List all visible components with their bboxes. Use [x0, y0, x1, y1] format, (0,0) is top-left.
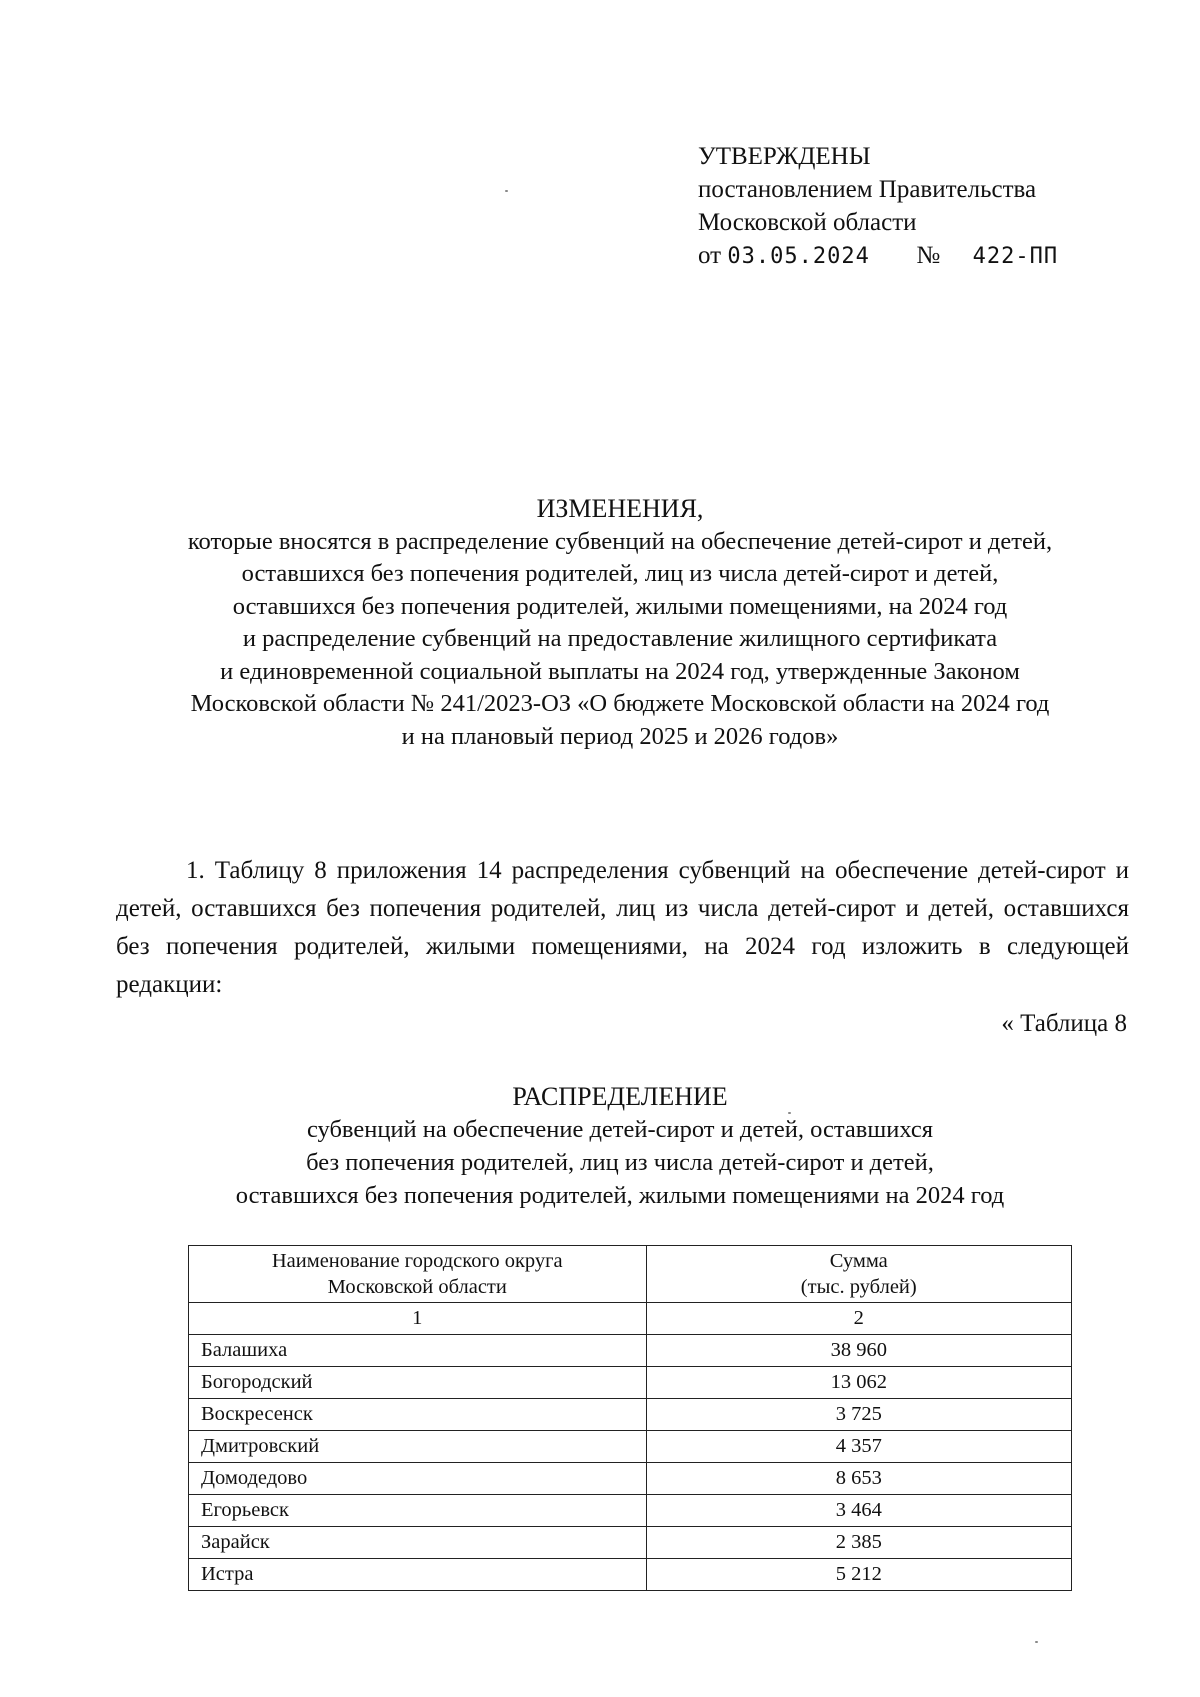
distribution-line: оставшихся без попечения родителей, жилыми помещениями на 2024 год — [235, 1182, 1005, 1209]
amount-value: 4 357 — [646, 1431, 1071, 1463]
amount-value: 2 385 — [646, 1527, 1071, 1559]
scan-speck — [1035, 1641, 1038, 1643]
heading-line: и распределение субвенций на предоставление жилищного сертификата — [242, 625, 998, 652]
amount-value: 13 062 — [646, 1367, 1071, 1399]
changes-heading — [110, 493, 1130, 753]
approval-title: УТВЕРЖДЕНЫ — [698, 143, 871, 170]
header-col2-line2: (тыс. рублей) — [800, 1276, 917, 1298]
table-row — [189, 1527, 1072, 1559]
amount-value: 3 725 — [646, 1399, 1071, 1431]
approval-date: 03.05.2024 — [727, 244, 870, 269]
distribution-line: субвенций на обеспечение детей-сирот и детей, оставшихся — [306, 1116, 934, 1143]
amount-value: 3 464 — [646, 1495, 1071, 1527]
table-header-row — [189, 1246, 1072, 1303]
date-prefix: от — [698, 242, 722, 269]
municipality-name: Домодедово — [189, 1463, 647, 1495]
header-col1-line2: Московской области — [327, 1276, 507, 1298]
municipality-name: Воскресенск — [189, 1399, 647, 1431]
municipality-name: Егорьевск — [189, 1495, 647, 1527]
number-sign: № — [916, 242, 941, 269]
column-number: 2 — [646, 1303, 1071, 1335]
amount-value: 5 212 — [646, 1559, 1071, 1591]
paragraph-text: 1. Таблицу 8 приложения 14 распределения субвенций на обеспечение детей-сирот и детей, оставшихся без попечения родителей, лиц из числа детей-сирот и детей, оставшихся без попечения родителей, жилыми помещениями, на 2024 год изложить в следующей редакции: — [116, 857, 1129, 998]
heading-title: ИЗМЕНЕНИЯ, — [536, 494, 704, 523]
header-col2-line1: Сумма — [829, 1250, 888, 1272]
approval-block — [698, 140, 1058, 273]
scan-speck — [788, 1112, 791, 1114]
table-row — [189, 1399, 1072, 1431]
table-row — [189, 1335, 1072, 1367]
header-col1-line1: Наименование городского округа — [271, 1250, 563, 1272]
municipality-name: Истра — [189, 1559, 647, 1591]
approval-date-line — [698, 239, 1058, 273]
approval-line-2: постановлением Правительства — [698, 176, 1037, 203]
table-row — [189, 1431, 1072, 1463]
heading-line: которые вносятся в распределение субвенций на обеспечение детей-сирот и детей, — [187, 527, 1053, 555]
heading-line: оставшихся без попечения родителей, жилыми помещениями, на 2024 год — [232, 592, 1008, 620]
approval-number: 422-ПП — [972, 244, 1059, 269]
municipality-name: Богородский — [189, 1367, 647, 1399]
table-row — [189, 1559, 1072, 1591]
approval-line-3: Московской области — [698, 209, 917, 236]
column-number: 1 — [189, 1303, 647, 1335]
heading-line: и на плановый период 2025 и 2026 годов» — [401, 722, 839, 750]
table-row — [189, 1495, 1072, 1527]
heading-line: Московской области № 241/2023-ОЗ «О бюджете Московской области на 2024 год — [190, 690, 1050, 717]
header-amount — [646, 1246, 1071, 1303]
table-label: « Таблица 8 — [1001, 1010, 1127, 1037]
municipality-name: Балашиха — [189, 1335, 647, 1367]
municipality-name: Дмитровский — [189, 1431, 647, 1463]
heading-line: и единовременной социальной выплаты на 2024 год, утвержденные Законом — [220, 657, 1020, 685]
column-number-row — [189, 1303, 1072, 1335]
table-row — [189, 1463, 1072, 1495]
distribution-line: без попечения родителей, лиц из числа детей-сирот и детей, — [306, 1149, 934, 1176]
heading-line: оставшихся без попечения родителей, лиц из числа детей-сирот и детей, — [241, 560, 999, 587]
header-municipality — [189, 1246, 647, 1303]
distribution-table — [188, 1245, 1072, 1591]
distribution-title: РАСПРЕДЕЛЕНИЕ — [512, 1082, 728, 1111]
amount-value: 38 960 — [646, 1335, 1071, 1367]
distribution-heading — [110, 1080, 1130, 1212]
amount-value: 8 653 — [646, 1463, 1071, 1495]
table-row — [189, 1367, 1072, 1399]
municipality-name: Зарайск — [189, 1527, 647, 1559]
body-paragraph — [116, 852, 1129, 1004]
scan-speck — [505, 190, 508, 192]
